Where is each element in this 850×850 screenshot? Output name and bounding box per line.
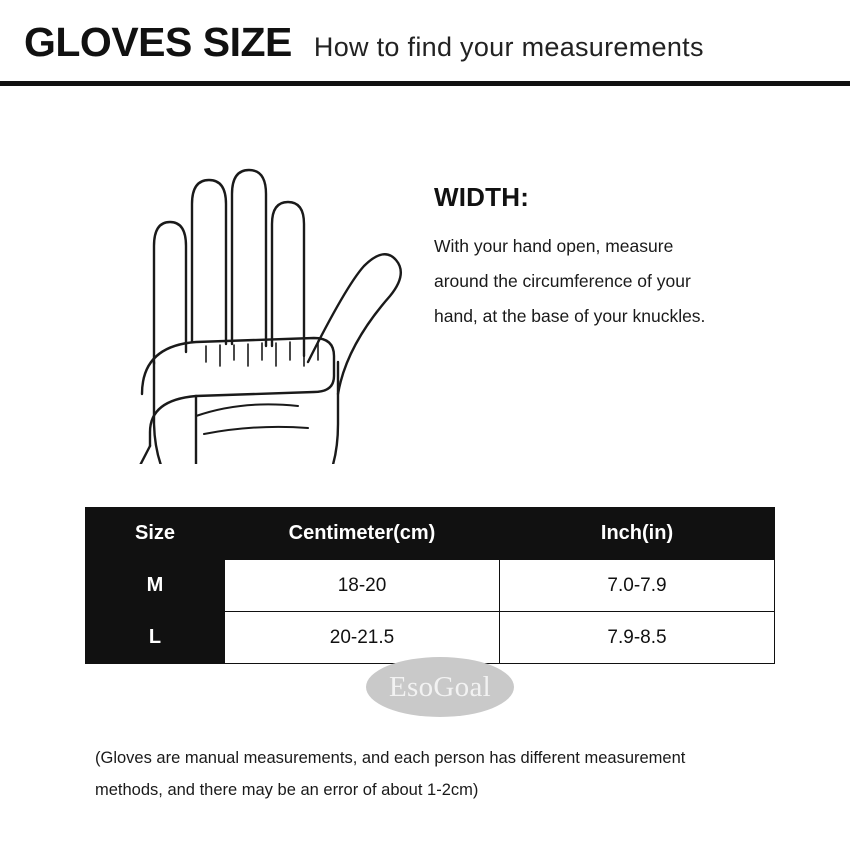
table-header-inch: Inch(in) [500,508,775,560]
table-header-row [86,508,775,560]
width-description [434,229,804,334]
width-description-line-3: hand, at the base of your knuckles. [434,306,706,326]
footnote-line-2: methods, and there may be an error of about 1-2cm) [95,781,479,800]
hand-with-measuring-tape-icon [46,94,426,464]
instruction-section [0,86,850,486]
brand-name: EsoGoal [389,670,491,703]
cell-cm-m: 18-20 [225,560,500,612]
footnote-line-1: (Gloves are manual measurements, and each person has different measurement [95,749,686,767]
size-table-body [86,560,775,664]
brand-watermark [366,657,514,717]
table-row [86,612,775,664]
width-description-line-2: around the circumference of your [434,271,691,291]
width-heading: WIDTH: [434,182,530,212]
width-instructions [434,182,804,334]
size-table-head [86,508,775,560]
cell-cm-l: 20-21.5 [225,612,500,664]
size-table [85,507,775,664]
page-subtitle: How to find your measurements [313,32,704,62]
cell-inch-m: 7.0-7.9 [500,560,775,612]
page-title: GLOVES SIZE [24,19,292,65]
cell-inch-l: 7.9-8.5 [500,612,775,664]
footnote [95,742,775,806]
cell-size-m: M [86,560,225,612]
page-header [0,0,850,63]
table-row [86,560,775,612]
width-description-line-1: With your hand open, measure [434,236,674,256]
table-header-centimeter: Centimeter(cm) [225,508,500,560]
cell-size-l: L [86,612,225,664]
table-header-size: Size [86,508,225,560]
